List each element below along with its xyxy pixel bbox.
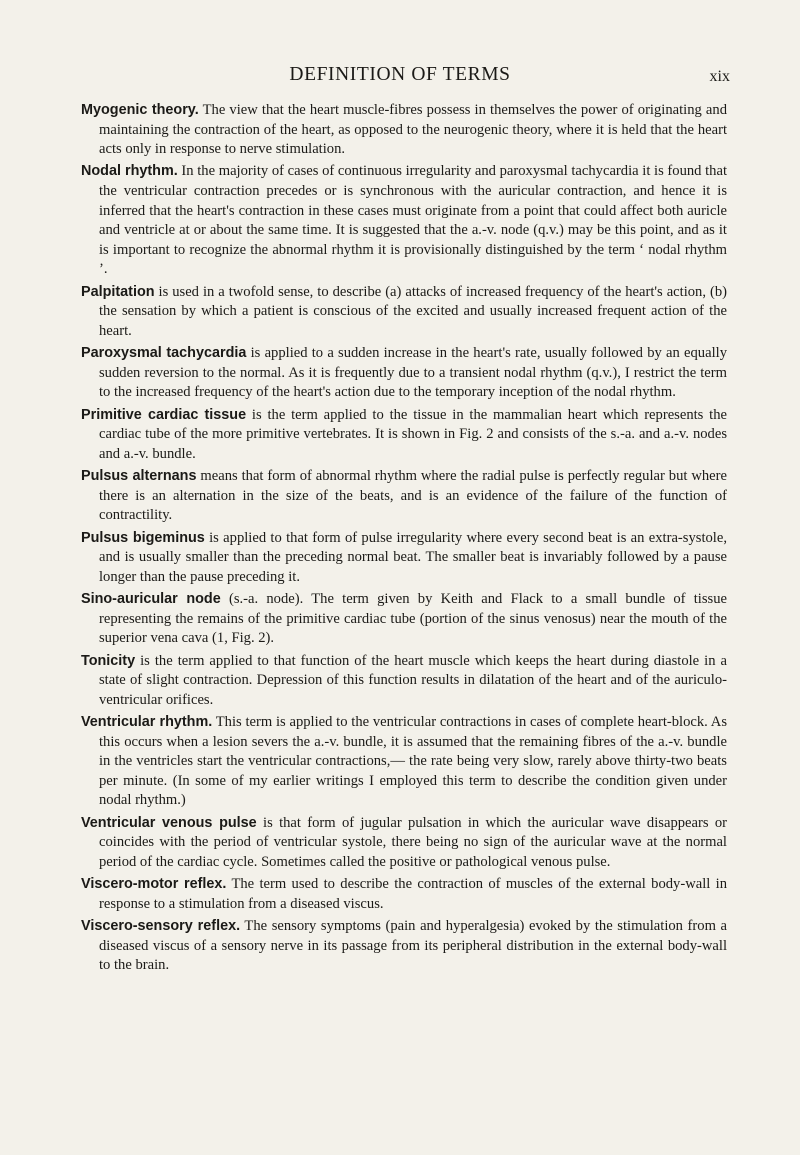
entry-term: Pulsus bigeminus [81, 529, 205, 546]
entry-definition: The term used to describe the contraction of muscles of the external body-wall in response to a stimulation from a diseased viscus. [99, 876, 728, 912]
entry-viscero-motor-reflex [81, 875, 727, 914]
entry-pulsus-alternans [81, 467, 727, 526]
entry-term: Tonicity [81, 652, 136, 669]
entry-term: Ventricular rhythm. [81, 714, 213, 730]
running-head-title: DEFINITION OF TERMS [289, 64, 511, 85]
entry-definition: In the majority of cases of continuous irregularity and paroxysmal tachycardia it is found that the ventricular contraction precedes or is synchronous with the auricular contraction, and hence it is inferred that the heart's contraction in these cases must originate from a point that could affect both auricle and ventricle at or about the same time. It is suggested that the a.-v. node (q.v.) may be this point, and as it is important to recognize the abnormal rhythm it is provisionally distinguished by the term ‘ nodal rhythm ’. [99, 163, 728, 278]
entry-definition: is applied to that form of pulse irregularity where every second beat is an extra-systole, and is usually smaller than the preceding normal beat. The smaller beat is invariably followed by a pause longer than the pause preceding it. [99, 529, 727, 585]
entry-term: Ventricular venous pulse [81, 814, 257, 831]
entry-definition: is the term applied to that function of the heart muscle which keeps the heart during diastole in a state of slight contraction. Depression of this function results in dilatation of the heart and of the auriculo-ventricular orifices. [99, 652, 727, 708]
entry-myogenic-theory [81, 101, 727, 160]
entry-term: Palpitation [81, 283, 155, 300]
entry-tonicity [81, 652, 727, 711]
entry-sino-auricular-node [81, 590, 727, 649]
entry-paroxysmal-tachycardia [81, 344, 727, 403]
entry-nodal-rhythm [81, 162, 727, 280]
entry-definition: is the term applied to the tissue in the mammalian heart which represents the cardiac tube of the more primitive vertebrates. It is shown in Fig. 2 and consists of the s.-a. and a.-v. nodes and a.-v. bundle. [99, 406, 727, 462]
entry-definition: This term is applied to the ventricular contractions in cases of complete heart-block. As this occurs when a lesion severs the a.-v. bundle, it is assumed that the remaining fibres of the a.-v. bundle in the ventricles start the ventricular contractions,— the rate being very slow, rarely above thirty-two beats per minute. (In some of my earlier writings I employed this term to describe the condition given under nodal rhythm.) [99, 714, 727, 809]
entry-definition: (s.-a. node). The term given by Keith and Flack to a small bundle of tissue representing the remains of the primitive cardiac tube (portion of the sinus venosus) near the mouth of the superior vena cava (1, Fig. 2). [99, 591, 727, 647]
entry-definition: is applied to a sudden increase in the heart's rate, usually followed by an equally sudden reversion to the normal. As it is frequently due to a transient nodal rhythm (q.v.), I restrict the term to the increased frequency of the heart's action due to the temporary inception of the nodal rhythm. [99, 345, 727, 401]
entry-definition: means that form of abnormal rhythm where the radial pulse is perfectly regular but where there is an alternation in the size of the beats, and is an evidence of the failure of the function of contractility. [99, 468, 727, 524]
entry-palpitation [81, 283, 727, 342]
entry-term: Nodal rhythm. [81, 163, 178, 180]
glossary-entries [81, 101, 727, 978]
entry-ventricular-venous-pulse [81, 814, 727, 873]
entry-term: Viscero-motor reflex. [81, 876, 227, 893]
entry-definition: is used in a twofold sense, to describe (a) attacks of increased frequency of the heart's action, (b) the sensation by which a patient is conscious of the excited and usually increased frequent action of the heart. [99, 283, 727, 339]
entry-term: Sino-auricular node [81, 591, 221, 608]
page-header [0, 62, 800, 92]
entry-term: Myogenic theory. [81, 102, 199, 118]
entry-viscero-sensory-reflex [81, 917, 727, 976]
entry-term: Viscero-sensory reflex. [81, 918, 241, 934]
entry-term: Pulsus alternans [81, 468, 197, 485]
entry-primitive-cardiac-tissue [81, 406, 727, 465]
entry-definition: The sensory symptoms (pain and hyperalgesia) evoked by the stimulation from a diseased viscus of a sensory nerve in its passage from its peripheral distribution in the external body-wall to the brain. [99, 918, 727, 974]
entry-term: Paroxysmal tachycardia [81, 345, 247, 362]
entry-pulsus-bigeminus [81, 529, 727, 588]
entry-definition: The view that the heart muscle-fibres possess in themselves the power of originating and maintaining the contraction of the heart, as opposed to the neurogenic theory, where it is held that the heart acts only in response to nerve stimulation. [99, 102, 728, 158]
entry-term: Primitive cardiac tissue [81, 406, 247, 423]
page-number: xix [709, 68, 730, 85]
entry-definition: is that form of jugular pulsation in which the auricular wave disappears or coincides with the period of ventricular systole, there being no sign of the auricular wave at the normal period of the cardiac cycle. Sometimes called the positive or pathological venous pulse. [99, 814, 728, 870]
entry-ventricular-rhythm [81, 713, 727, 811]
